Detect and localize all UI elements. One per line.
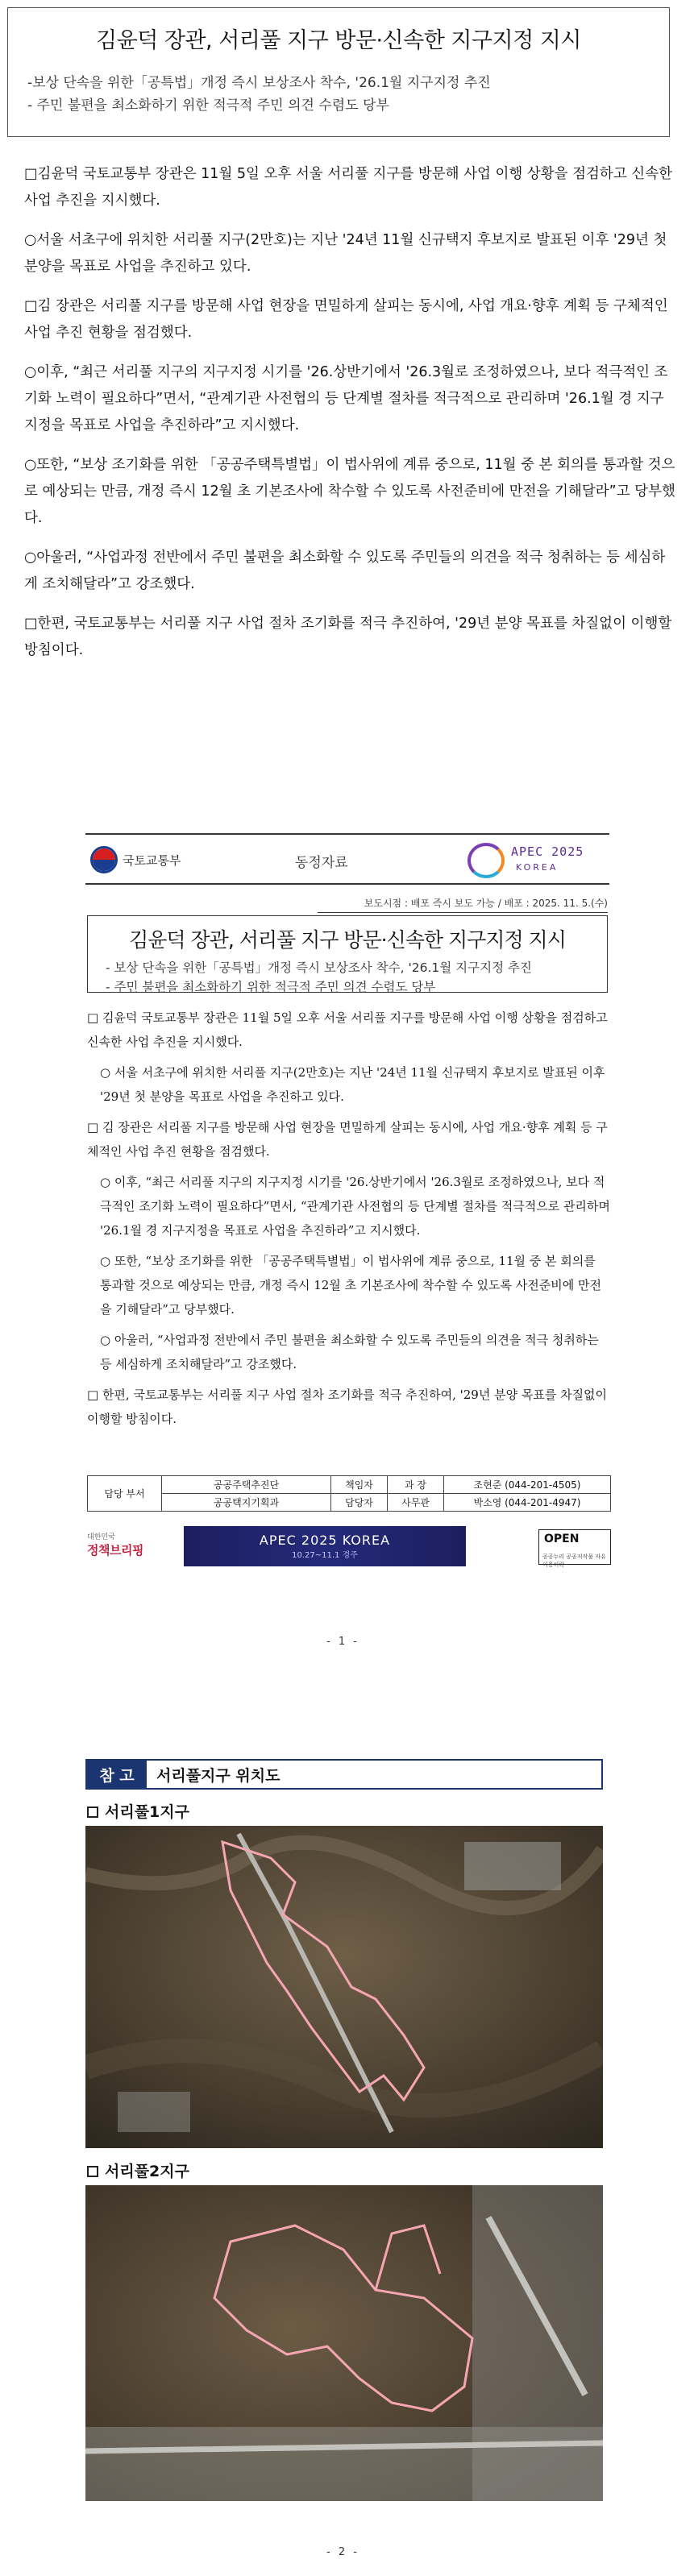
kogl-open-logo[interactable] [538,1529,611,1568]
apec-logo-text: APEC 2025 [511,844,584,859]
summary-subtitle-1: -보상 단속을 위한「공특법」개정 즉시 보상조사 착수, '26.1월 지구지정 추진 [27,75,491,91]
page-number-1: - 1 - [326,1636,359,1648]
reference-label: 참 고 [87,1761,147,1788]
reference-header [85,1759,603,1790]
contact-role-2: 담당자 [331,1494,388,1512]
contact-dept-label: 담당 부서 [88,1476,162,1512]
doc-paragraph-1: □ 김윤덕 국토교통부 장관은 11월 5일 오후 서울 서리풀 지구를 방문해 사업 이행 상황을 점검하고 신속한 사업 추진을 지시했다. [87,1010,608,1049]
doc-body [87,1006,611,1437]
map-1-satellite [85,1826,603,2148]
open-word: OPEN [544,1533,580,1545]
doc-paragraph-5: ○ 또한, “보상 조기화를 위한 「공공주택특별법」이 법사위에 계류 중으로, 11월 중 본 회의를 통과할 것으로 예상되는 만큼, 개정 즉시 12월 초 기본조사에 착수할 수 있도록 사전준비에 만전을 기해달라”고 당부했다. [100,1254,601,1317]
map-1-title [87,1800,189,1822]
paragraph-5: ○또한, “보상 조기화를 위한 「공공주택특별법」이 법사위에 계류 중으로, 11월 중 본 회의를 통과할 것으로 예상되는 만큼, 개정 즉시 12월 초 기본조사에 착수할 수 있도록 사전준비에 만전을 기해달라”고 당부했다. [24,457,675,526]
paragraph-4: ○이후, “최근 서리풀 지구의 지구지정 시기를 '26.상반기에서 '26.3월로 조정하였으나, 보다 적극적인 조기화 노력이 필요하다”면서, “관계기관 사전협의 등 단계별 절차를 적극적으로 관리하며 '26.1월 경 지구지정을 목표로 사업을 추진하라”고 지시했다. [24,364,668,433]
open-small-text: 공공누리 공공저작물 자유이용허락 [542,1553,606,1568]
policy-briefing-text: 정책브리핑 [87,1543,143,1558]
contact-role-1: 책임자 [331,1476,388,1494]
paragraph-3: □김 장관은 서리풀 지구를 방문해 사업 현장을 면밀하게 살피는 동시에, 사업 개요·향후 계획 등 구체적인 사업 추진 현황을 점검했다. [24,298,668,341]
document-page-1 [76,827,618,1623]
doc-paragraph-7: □ 한편, 국토교통부는 서리풀 지구 사업 절차 조기화를 적극 추진하여, '29년 분양 목표를 차질없이 이행할 방침이다. [87,1388,608,1426]
map-1-image [85,1826,603,2148]
paragraph-1: □김윤덕 국토교통부 장관은 11월 5일 오후 서울 서리풀 지구를 방문해 사업 이행 상황을 점검하고 신속한 사업 추진을 지시했다. [24,166,673,209]
doc-paragraph-4: ○ 이후, “최근 서리풀 지구의 지구지정 시기를 '26.상반기에서 '26.3월로 조정하였으나, 보다 적극적인 조기화 노력이 필요하다”면서, “관계기관 사전협의 등 단계별 절차를 적극적으로 관리하며 '26.1월 경 지구지정을 목표로 사업을 추진하라”고 지시했다. [100,1175,610,1238]
apec-banner-dates: 10.27~11.1 경주 [292,1551,358,1560]
doc-subtitle-2: - 주민 불편을 최소화하기 위한 적극적 주민 의견 수렴도 당부 [106,980,436,994]
apec-logo-sub: KOREA [516,862,559,873]
summary-subtitle-2: - 주민 불편을 최소화하기 위한 적극적 주민 의견 수렴도 당부 [27,97,389,114]
footer-banner-row [87,1526,611,1568]
doc-title: 김윤덕 장관, 서리풀 지구 방문·신속한 지구지정 지시 [129,928,566,952]
doc-type: 동정자료 [295,855,348,871]
map-2-image [85,2185,603,2501]
map-2-satellite [85,2185,603,2501]
paragraph-2: ○서울 서초구에 위치한 서리풀 지구(2만호)는 지난 '24년 11월 신규택지 후보지로 발표된 이후 '29년 첫 분양을 목표로 사업을 추진하고 있다. [24,232,667,275]
summary-title-box [7,7,670,137]
map-1-title-text: 서리풀1지구 [105,1803,189,1821]
embargo-line: 보도시점 : 배포 즉시 보도 가능 / 배포 : 2025. 11. 5.(수) [318,896,608,913]
doc-paragraph-2: ○ 서울 서초구에 위치한 서리풀 지구(2만호)는 지난 '24년 11월 신규택지 후보지로 발표된 이후 '29년 첫 분양을 목표로 사업을 추진하고 있다. [100,1065,605,1104]
contact-person-2: 박소영 (044-201-4947) [444,1494,611,1512]
contact-title-2: 사무관 [388,1494,444,1512]
contact-person-1: 조현준 (044-201-4505) [444,1476,611,1494]
apec-banner[interactable] [184,1526,466,1566]
paragraph-6: ○아울러, “사업과정 전반에서 주민 불편을 최소화할 수 있도록 주민들의 의견을 적극 청취하는 등 세심하게 조치해달라”고 강조했다. [24,550,666,592]
taegeuk-icon [90,846,118,873]
summary-title: 김윤덕 장관, 서리풀 지구 방문·신속한 지구지정 지시 [96,28,581,53]
checkbox-square-icon [87,1807,98,1818]
press-body [24,161,677,677]
ministry-name: 국토교통부 [123,852,181,868]
checkbox-square-icon [87,2166,98,2177]
apec-swirl-icon [468,843,505,878]
doc-title-box [87,915,608,993]
page-number-2: - 2 - [326,2546,359,2558]
contact-title-1: 과 장 [388,1476,444,1494]
doc-paragraph-6: ○ 아울러, “사업과정 전반에서 주민 불편을 최소화할 수 있도록 주민들의 의견을 적극 청취하는 등 세심하게 조치해달라”고 강조했다. [100,1333,599,1371]
document-header [85,833,609,885]
policy-briefing-small: 대한민국 [87,1533,115,1541]
contact-dept-2: 공공택지기획과 [162,1494,331,1512]
map-2-title-text: 서리풀2지구 [105,2163,189,2180]
apec-logo [464,840,609,881]
contact-table [87,1475,611,1512]
doc-paragraph-3: □ 김 장관은 서리풀 지구를 방문해 사업 현장을 면밀하게 살피는 동시에, 사업 개요·향후 계획 등 구체적인 사업 추진 현황을 점검했다. [87,1120,608,1159]
ministry-logo [90,843,195,877]
doc-subtitle-1: - 보상 단속을 위한「공특법」개정 즉시 보상조사 착수, '26.1월 지구지정 추진 [106,960,532,975]
apec-banner-title: APEC 2025 KOREA [259,1533,391,1548]
reference-title: 서리풀지구 위치도 [156,1766,281,1785]
map-2-title [87,2159,189,2181]
policy-briefing-logo[interactable] [87,1531,152,1563]
contact-dept-1: 공공주택추진단 [162,1476,331,1494]
paragraph-7: □한편, 국토교통부는 서리풀 지구 사업 절차 조기화를 적극 추진하여, '29년 분양 목표를 차질없이 이행할 방침이다. [24,616,672,658]
